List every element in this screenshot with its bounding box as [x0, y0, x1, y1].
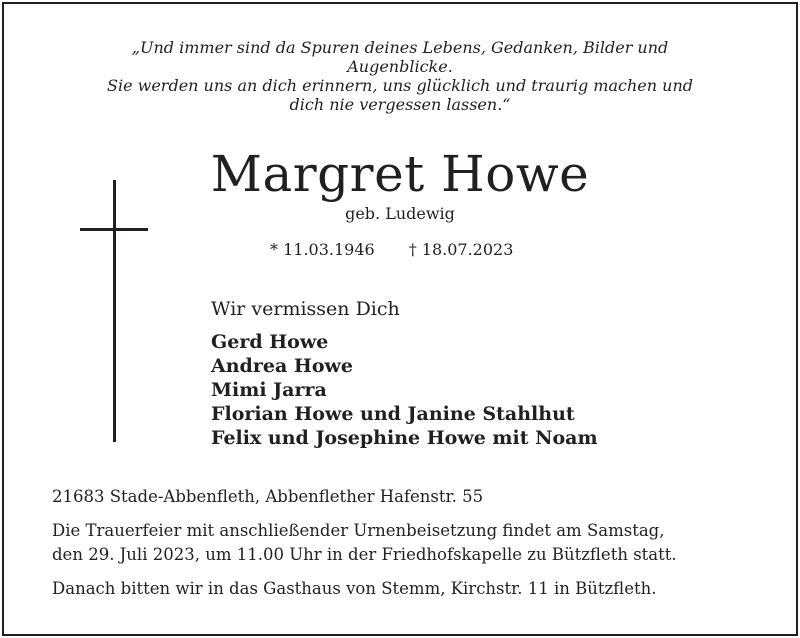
mourner-name: Felix und Josephine Howe mit Noam — [211, 427, 598, 449]
family-address: 21683 Stade-Abbenfleth, Abbenflether Hafenstr. 55 — [52, 487, 484, 506]
death-date: † 18.07.2023 — [408, 240, 514, 259]
life-dates — [270, 240, 513, 260]
service-line: Die Trauerfeier mit anschließender Urnenbeisetzung findet am Samstag, — [52, 521, 665, 540]
birth-date: * 11.03.1946 — [270, 240, 375, 259]
mourner-name: Florian Howe und Janine Stahlhut — [211, 403, 575, 425]
maiden-name: geb. Ludewig — [345, 204, 455, 223]
quote-line: dich nie vergessen lassen.“ — [289, 95, 511, 114]
funeral-service-info — [52, 519, 752, 567]
cross-icon — [113, 180, 116, 442]
mourner-name: Andrea Howe — [211, 355, 353, 377]
memorial-quote — [60, 38, 740, 114]
mourners-list — [211, 330, 598, 450]
mourner-name: Gerd Howe — [211, 331, 329, 353]
quote-line: „Und immer sind da Spuren deines Lebens, Gedanken, Bilder und — [131, 38, 669, 57]
cross-icon-bar — [80, 228, 148, 231]
quote-line: Augenblicke. — [347, 57, 453, 76]
reception-info: Danach bitten wir in das Gasthaus von Stemm, Kirchstr. 11 in Bützfleth. — [52, 579, 657, 598]
miss-you-text: Wir vermissen Dich — [211, 298, 400, 320]
deceased-name: Margret Howe — [210, 145, 590, 203]
quote-line: Sie werden uns an dich erinnern, uns glücklich und traurig machen und — [107, 76, 693, 95]
mourner-name: Mimi Jarra — [211, 379, 327, 401]
service-line: den 29. Juli 2023, um 11.00 Uhr in der Friedhofskapelle zu Bützfleth statt. — [52, 545, 677, 564]
